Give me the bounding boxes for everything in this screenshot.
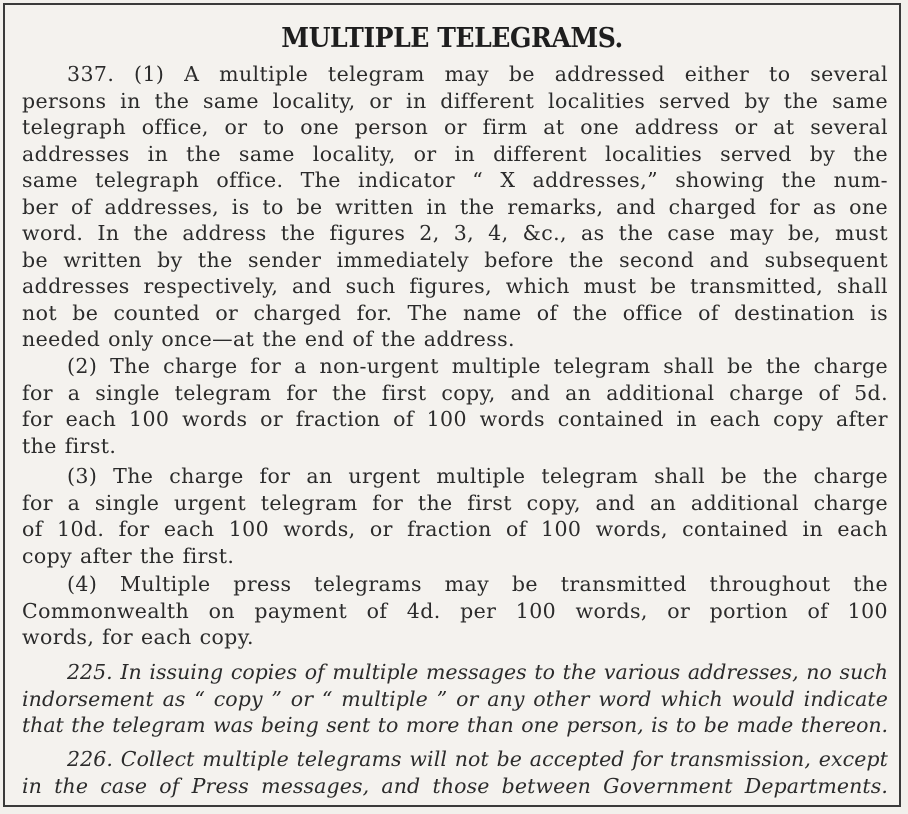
paragraph-4-press [22,571,888,651]
text-line: persons in the same locality, or in different localities served by the same [22,88,888,113]
text-line: Commonwealth on payment of 4d. per 100 words, or portion of 100 [22,598,888,623]
text-line: (2) The charge for a non-urgent multiple telegram shall be the charge [67,354,888,378]
paragraph-2-non-urgent [22,353,888,459]
text-line: the first. [22,433,117,458]
text-line: addresses in the same locality, or in different localities served by the [22,141,888,166]
text-line: for a single telegram for the first copy, and an additional charge of 5d. [22,380,888,405]
text-line: indorsement as “ copy ” or “ multiple ” or any other word which would indicate [22,686,888,711]
text-line: for a single urgent telegram for the first copy, and an additional charge [22,490,888,515]
paragraph-226 [22,746,888,799]
text-line: words, for each copy. [22,625,254,649]
text-line: word. In the address the figures 2, 3, 4, &c., as the case may be, must [22,221,888,245]
text-line: (3) The charge for an urgent multiple telegram shall be the charge [67,464,888,488]
text-line: 225. In issuing copies of multiple messages to the various addresses, no such [67,660,888,684]
paragraph-337 [22,61,888,353]
paragraph-225 [22,659,888,739]
text-line: for each 100 words or fraction of 100 words contained in each copy after [22,407,888,431]
text-line: (4) Multiple press telegrams may be transmitted throughout the [67,572,888,596]
text-line: copy after the first. [22,543,235,568]
text-line: of 10d. for each 100 words, or fraction of 100 words, contained in each [22,517,888,541]
paragraph-3-urgent [22,463,888,569]
text-line: 337. (1) A multiple telegram may be addressed either to several [67,62,888,86]
page-title: MULTIPLE TELEGRAMS. [281,23,623,54]
text-line: ber of addresses, is to be written in the remarks, and charged for as one [22,194,888,219]
text-line: 226. Collect multiple telegrams will not be accepted for transmission, except [67,747,888,771]
text-line: telegraph office, or to one person or firm at one address or at several [22,115,888,139]
text-line: not be counted or charged for. The name of the office of destination is [22,300,888,325]
text-line: addresses respectively, and such figures, which must be transmitted, shall [22,274,888,298]
text-line: be written by the sender immediately before the second and subsequent [22,247,888,272]
document-frame [3,3,901,807]
text-line: in the case of Press messages, and those between Government Departments. [22,773,888,798]
text-line: that the telegram was being sent to more than one person, is to be made thereon. [22,713,888,737]
text-line: same telegraph office. The indicator “ X addresses,” showing the num- [22,168,888,192]
text-line: needed only once—at the end of the address. [22,327,515,351]
